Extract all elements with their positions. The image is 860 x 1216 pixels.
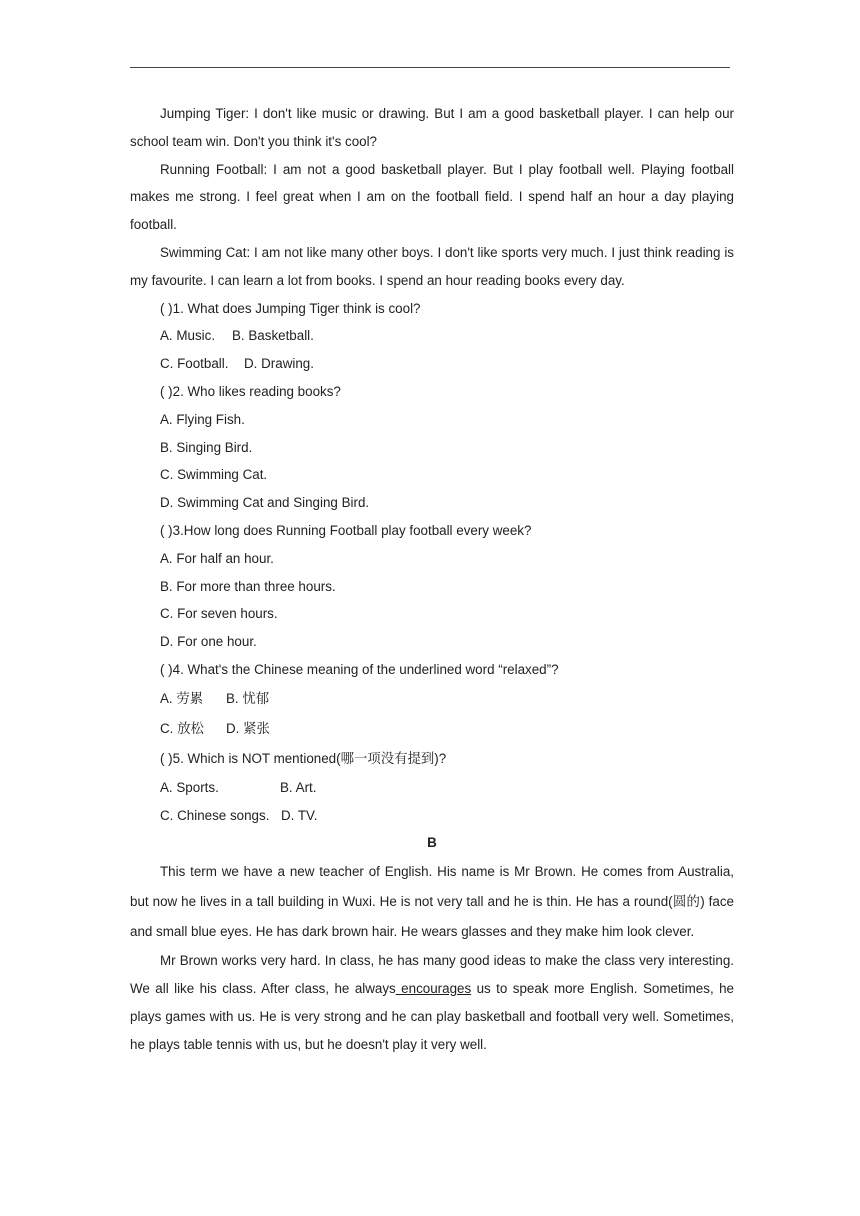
q2-option-c: C. Swimming Cat. [160,467,268,483]
question-5-options-row-2 [130,802,734,830]
q3-option-b: B. For more than three hours. [160,578,336,594]
header-rule [130,67,730,68]
q2-option-b: B. Singing Bird. [160,439,253,455]
q1-option-c: C. Football. [160,356,229,372]
passage-b-text-after: us to speak more English. Sometimes, he plays games with us. He is very strong and he can play basketball and football very well. Sometimes, he plays table tennis with us, but he doesn't play it very well. [130,980,734,1052]
q5-option-d: D. TV. [281,807,318,823]
document-content [130,100,734,1058]
q1-option-a: A. Music. [160,328,216,344]
q2-option-d: D. Swimming Cat and Singing Bird. [160,495,370,511]
question-1: ( )1. What does Jumping Tiger think is cool? [160,300,421,316]
q5-option-a: A. Sports. [160,779,219,795]
question-1-options-row-2 [130,350,734,378]
passage-running-football: Running Football: I am not a good basketball player. But I play football well. Playing football makes me strong. I feel great when I am on the football field. I spend half an hour a day playing football. [130,161,734,233]
question-2: ( )2. Who likes reading books? [160,383,341,399]
question-5: ( )5. Which is NOT mentioned(哪一项没有提到)? [160,750,447,766]
q5-option-b: B. Art. [280,779,317,795]
q3-option-d: D. For one hour. [160,634,257,650]
question-5-options-row-1 [130,774,734,802]
section-b-heading: B [427,835,437,851]
q2-option-a: A. Flying Fish. [160,411,245,427]
q4-option-b: B. 忧郁 [226,690,270,706]
passage-swimming-cat: Swimming Cat: I am not like many other boys. I don't like sports very much. I just think reading is my favourite. I can learn a lot from books. I spend an hour reading books every day. [130,244,734,288]
question-1-options-row-1 [130,322,734,350]
passage-b-paragraph-1: This term we have a new teacher of English. His name is Mr Brown. He comes from Australia, but now he lives in a tall building in Wuxi. He is not very tall and he is thin. He has a round(圆的) face and small blue eyes. He has dark brown hair. He wears glasses and they make him look clever. [130,864,734,940]
question-4-options-row-1 [130,684,734,714]
q1-option-d: D. Drawing. [244,356,314,372]
question-4-options-row-2 [130,714,734,744]
passage-jumping-tiger: Jumping Tiger: I don't like music or drawing. But I am a good basketball player. I can help our school team win. Don't you think it's cool? [130,106,734,149]
underlined-word-encourages: encourages [395,980,472,996]
q1-option-b: B. Basketball. [232,328,314,344]
passage-b-text-before: Mr Brown works very hard. In class, he has many good ideas to make the class very interesting. We all like his class. After class, he always [130,953,734,996]
q3-option-a: A. For half an hour. [160,550,274,566]
q4-option-c: C. 放松 [160,720,204,736]
q4-option-d: D. 紧张 [226,720,270,736]
q3-option-c: C. For seven hours. [160,606,278,622]
q5-option-c: C. Chinese songs. [160,807,270,823]
q4-option-a: A. 劳累 [160,690,204,706]
question-3: ( )3.How long does Running Football play football every week? [160,522,532,538]
question-4: ( )4. What's the Chinese meaning of the underlined word “relaxed”? [160,661,559,677]
passage-b-paragraph-2 [130,947,734,1058]
